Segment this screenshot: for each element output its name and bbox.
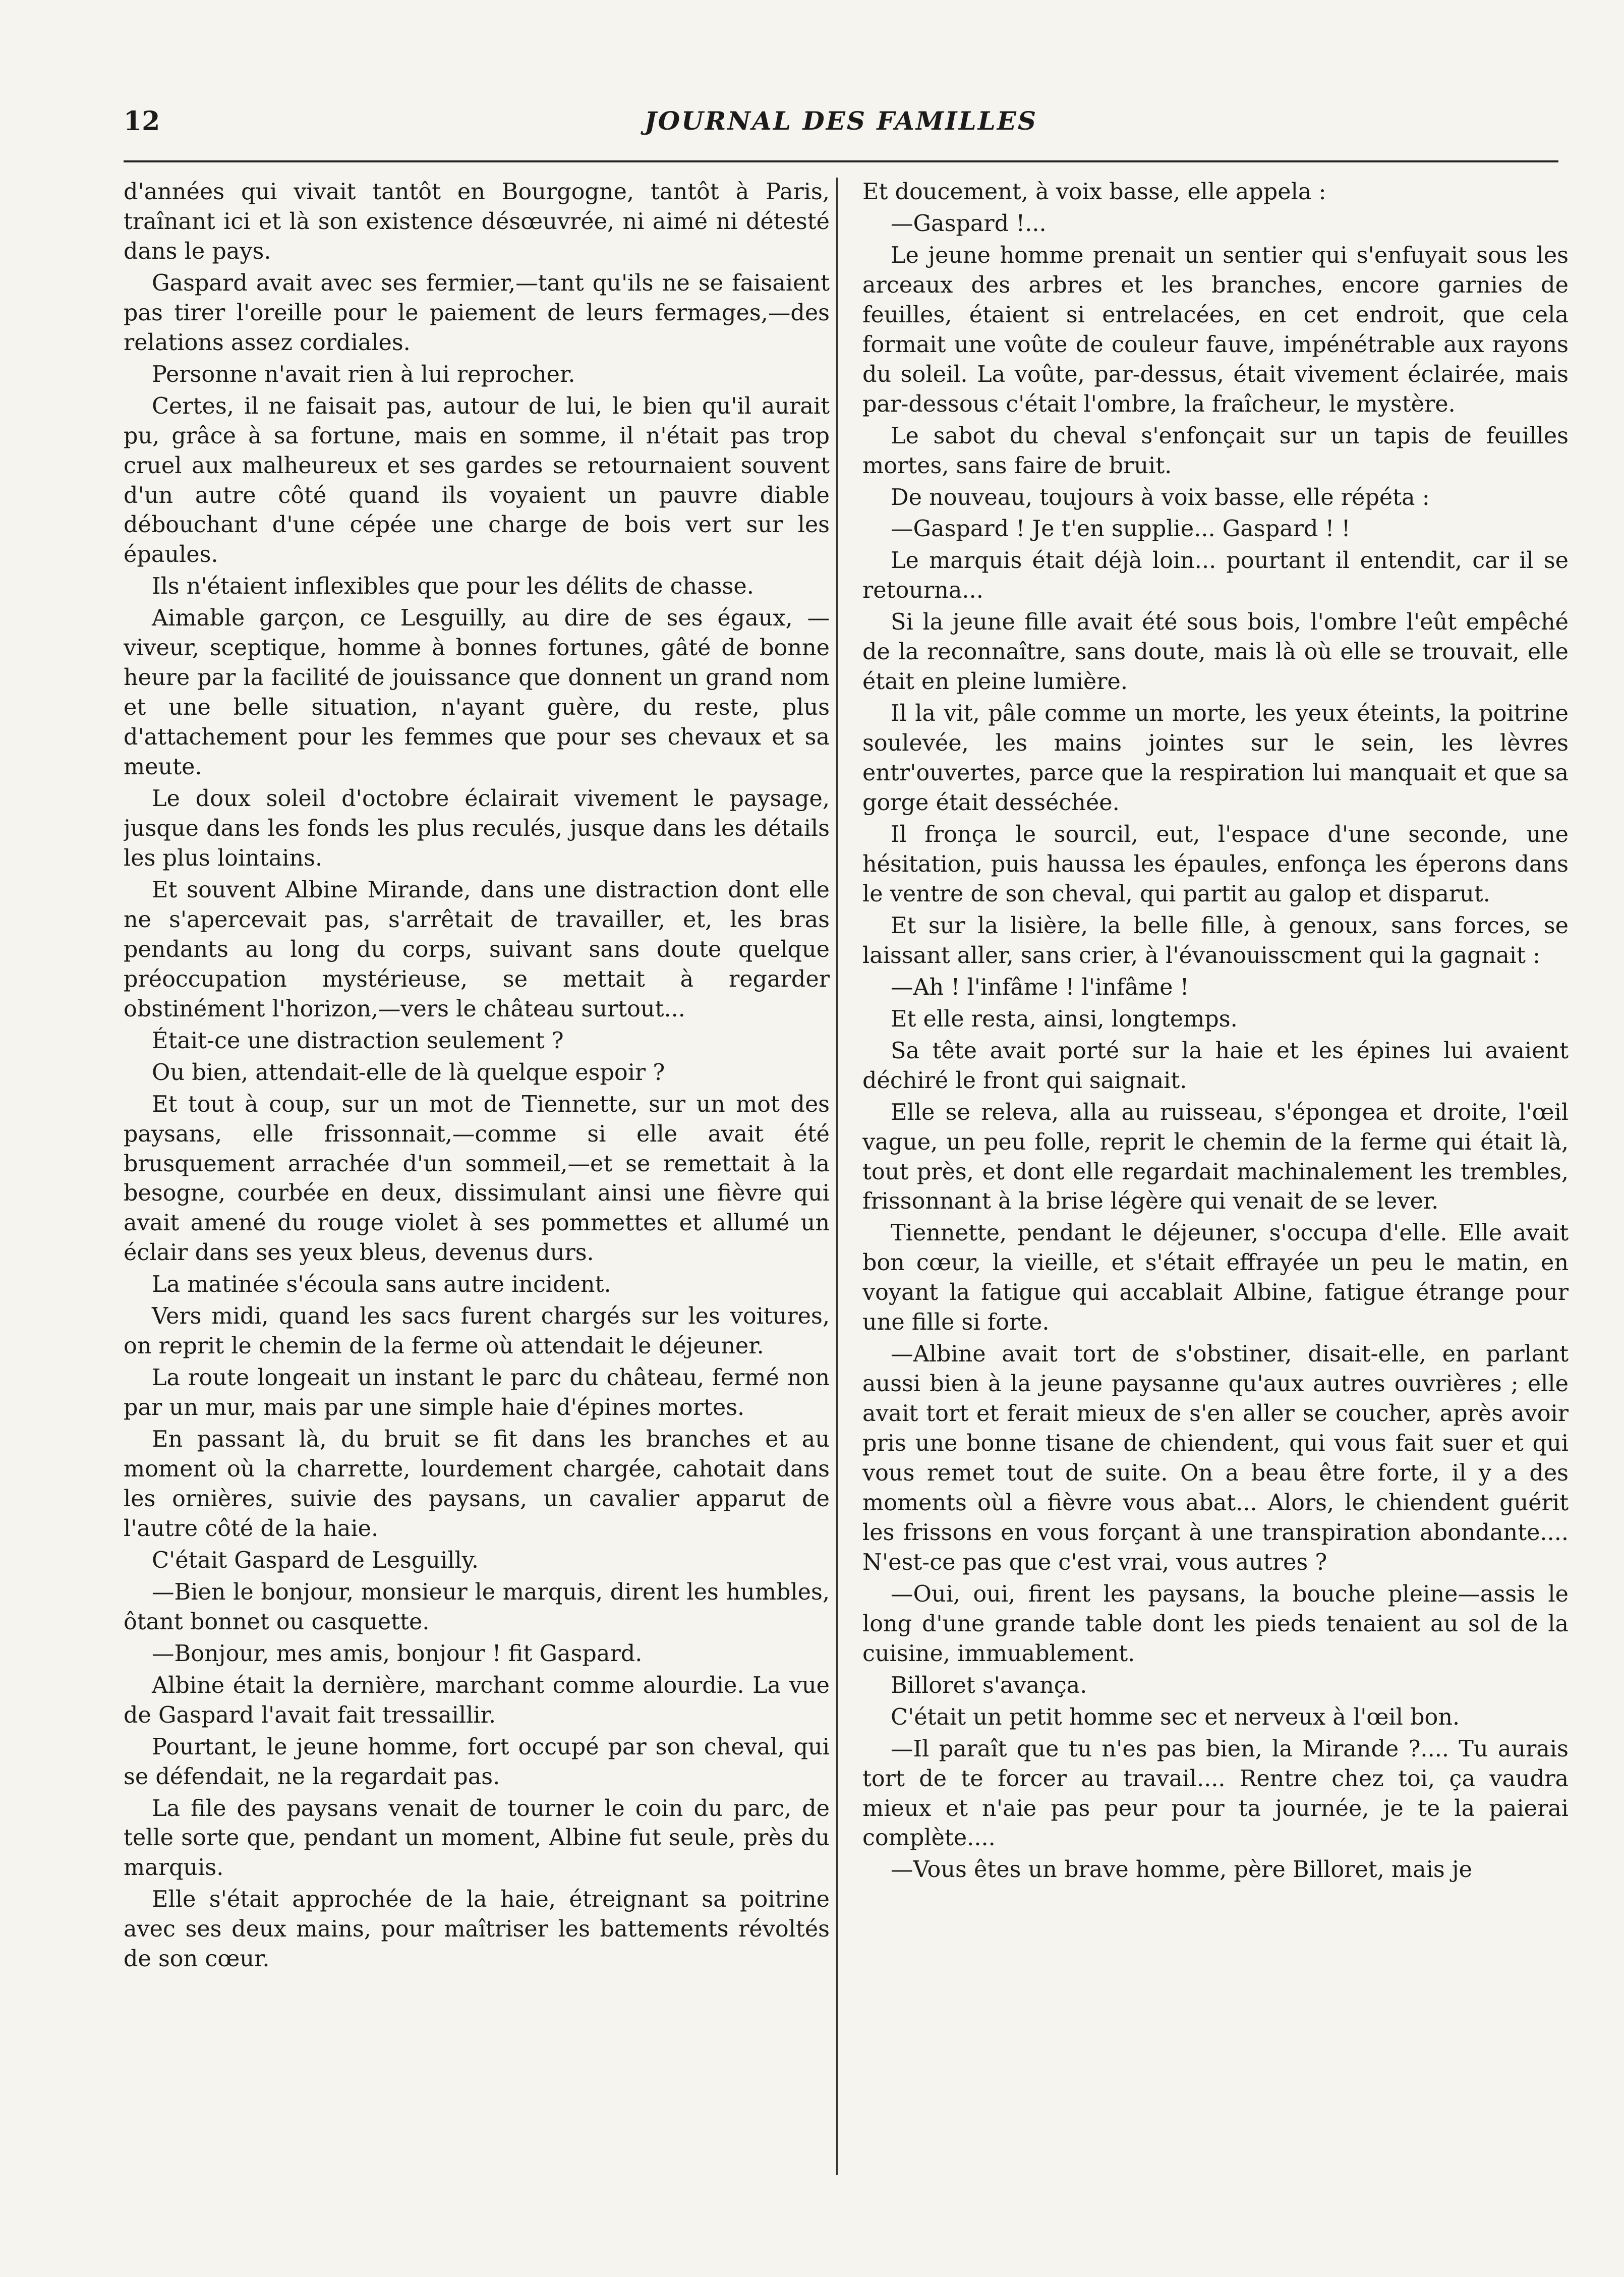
paragraph: d'années qui vivait tantôt en Bourgogne, tantôt à Paris, traînant ici et là son existence désœuvrée, ni aimé ni détesté dans le pays. xyxy=(124,179,830,264)
paragraph: La matinée s'écoula sans autre incident. xyxy=(152,1272,611,1298)
paragraph: —Bien le bonjour, monsieur le marquis, dirent les humbles, ôtant bonnet ou casquette. xyxy=(124,1579,830,1635)
header-rule xyxy=(124,160,1558,162)
paragraph: —Ah ! l'infâme ! l'infâme ! xyxy=(891,974,1189,1000)
paragraph: C'était Gaspard de Lesguilly. xyxy=(152,1547,479,1573)
paragraph: Il fronça le sourcil, eut, l'espace d'une seconde, une hésitation, puis haussa les épaules, enfonça les éperons dans le ventre de son cheval, qui partit au galop et disparut. xyxy=(862,822,1569,907)
paragraph: —Bonjour, mes amis, bonjour ! fit Gaspard. xyxy=(152,1640,643,1667)
paragraph: Et souvent Albine Mirande, dans une distraction dont elle ne s'apercevait pas, s'arrêtait de travailler, et, les bras pendants au long du corps, suivant sans doute quelque préoccupation mystérieuse, se mettait à regarder obstinément l'horizon,—vers le château surtout... xyxy=(124,877,830,1022)
paragraph: Le marquis était déjà loin... pourtant il entendit, car il se retourna... xyxy=(862,548,1569,604)
paragraph: De nouveau, toujours à voix basse, elle répéta : xyxy=(891,484,1430,510)
paragraph: La route longeait un instant le parc du château, fermé non par un mur, mais par une simple haie d'épines mortes. xyxy=(124,1365,830,1421)
paragraph: Albine était la dernière, marchant comme alourdie. La vue de Gaspard l'avait fait tressaillir. xyxy=(124,1672,830,1728)
paragraph: Le jeune homme prenait un sentier qui s'enfuyait sous les arceaux des arbres et les branches, encore garnies de feuilles, étaient si entrelacées, en cet endroit, que cela formait une voûte de couleur fauve, impénétrable aux rayons du soleil. La voûte, par-dessus, était vivement éclairée, mais par-dessous c'était l'ombre, la fraîcheur, le mystère. xyxy=(862,242,1569,417)
paragraph: Elle se releva, alla au ruisseau, s'épongea et droite, l'œil vague, un peu folle, reprit le chemin de la ferme qui était là, tout près, et dont elle regardait machinalement les trembles, frissonnant à la brise légère qui venait de se lever. xyxy=(862,1099,1569,1215)
paragraph: Si la jeune fille avait été sous bois, l'ombre l'eût empêché de la reconnaître, sans doute, mais là où elle se trouvait, elle était en pleine lumière. xyxy=(862,609,1569,695)
paragraph: Ou bien, attendait-elle de là quelque espoir ? xyxy=(152,1059,665,1086)
paragraph: Personne n'avait rien à lui reprocher. xyxy=(152,361,575,387)
paragraph: Vers midi, quand les sacs furent chargés sur les voitures, on reprit le chemin de la ferme où attendait le déjeuner. xyxy=(124,1303,830,1359)
paragraph: —Oui, oui, firent les paysans, la bouche pleine—assis le long d'une grande table dont les pieds tenaient au sol de la cuisine, immuablement. xyxy=(862,1581,1569,1667)
paragraph: Sa tête avait porté sur la haie et les épines lui avaient déchiré le front qui saignait. xyxy=(862,1038,1569,1094)
paragraph: La file des paysans venait de tourner le coin du parc, de telle sorte que, pendant un moment, Albine fut seule, près du marquis. xyxy=(124,1795,830,1881)
paragraph: Était-ce une distraction seulement ? xyxy=(152,1028,564,1054)
paragraph: —Vous êtes un brave homme, père Billoret, mais je xyxy=(891,1857,1472,1883)
page-header xyxy=(124,106,1558,151)
journal-title: JOURNAL DES FAMILLES xyxy=(644,106,1038,136)
paragraph: Ils n'étaient inflexibles que pour les délits de chasse. xyxy=(152,574,754,600)
paragraph: C'était un petit homme sec et nerveux à l'œil bon. xyxy=(891,1704,1460,1730)
paragraph: —Gaspard !... xyxy=(891,210,1047,237)
paragraph: Le doux soleil d'octobre éclairait vivement le paysage, jusque dans les fonds les plus reculés, jusque dans les détails les plus lointains. xyxy=(124,786,830,871)
paragraph: Tiennette, pendant le déjeuner, s'occupa d'elle. Elle avait bon cœur, la vieille, et s'était effrayée un peu le matin, en voyant la fatigue qui accablait Albine, fatigue étrange pour une fille si forte. xyxy=(862,1220,1569,1336)
column-divider xyxy=(836,178,838,2175)
paragraph: Billoret s'avança. xyxy=(891,1672,1087,1698)
paragraph: Et sur la lisière, la belle fille, à genoux, sans forces, se laissant aller, sans crier, à l'évanouisscment qui la gagnait : xyxy=(862,913,1569,969)
left-text-column xyxy=(124,178,830,2175)
paragraph: Le sabot du cheval s'enfonçait sur un tapis de feuilles mortes, sans faire de bruit. xyxy=(862,423,1569,479)
paragraph: Elle s'était approchée de la haie, étreignant sa poitrine avec ses deux mains, pour maîtriser les battements révoltés de son cœur. xyxy=(124,1887,830,1972)
paragraph: —Gaspard ! Je t'en supplie... Gaspard ! ! xyxy=(891,516,1351,542)
paragraph: —Il paraît que tu n'es pas bien, la Mirande ?.... Tu aurais tort de te forcer au travail.... Rentre chez toi, ça vaudra mieux et n'aie pas peur pour ta journée, je te la paierai complète.... xyxy=(862,1736,1569,1851)
right-text-column xyxy=(862,178,1569,2175)
paragraph: Gaspard avait avec ses fermier,—tant qu'ils ne se faisaient pas tirer l'oreille pour le paiement de leurs fermages,—des relations assez cordiales. xyxy=(124,270,830,356)
paragraph: Aimable garçon, ce Lesguilly, au dire de ses égaux, —viveur, sceptique, homme à bonnes fortunes, gâté de bonne heure par la facilité de jouissance que donnent un grand nom et une belle situation, n'ayant guère, du reste, plus d'attachement pour les femmes que pour ses chevaux et sa meute. xyxy=(124,605,830,780)
paragraph: Pourtant, le jeune homme, fort occupé par son cheval, qui se défendait, ne la regardait pas. xyxy=(124,1734,830,1790)
paragraph: Et elle resta, ainsi, longtemps. xyxy=(891,1006,1238,1032)
paragraph: Et doucement, à voix basse, elle appela : xyxy=(862,179,1326,205)
paragraph: Il la vit, pâle comme un morte, les yeux éteints, la poitrine soulevée, les mains jointes sur le sein, les lèvres entr'ouvertes, parce que la respiration lui manquait et que sa gorge était desséchée. xyxy=(862,701,1569,816)
paragraph: Certes, il ne faisait pas, autour de lui, le bien qu'il aurait pu, grâce à sa fortune, mais en somme, il n'était pas trop cruel aux malheureux et ses gardes se retournaient souvent d'un autre côté quand ils voyaient un pauvre diable débouchant d'une cépée une charge de bois vert sur les épaules. xyxy=(124,393,830,568)
paragraph: —Albine avait tort de s'obstiner, disait-elle, en parlant aussi bien à la jeune paysanne qu'aux autres ouvrières ; elle avait tort et ferait mieux de s'en aller se coucher, après avoir pris une bonne tisane de chiendent, qui vous fait suer et qui vous remet tout de suite. On a beau être forte, il y a des moments oùl a fièvre vous abat... Alors, le chiendent guérit les frissons en vous forçant à une transpiration abondante.... N'est-ce pas que c'est vrai, vous autres ? xyxy=(862,1341,1569,1575)
page-number: 12 xyxy=(124,106,160,137)
paragraph: En passant là, du bruit se fit dans les branches et au moment où la charrette, lourdement chargée, cahotait dans les ornières, suivie des paysans, un cavalier apparut de l'autre côté de la haie. xyxy=(124,1427,830,1542)
paragraph: Et tout à coup, sur un mot de Tiennette, sur un mot des paysans, elle frissonnait,—comme si elle avait été brusquement arrachée d'un sommeil,—et se remettait à la besogne, courbée en deux, dissimulant ainsi une fièvre qui avait amené du rouge violet à ses pommettes et allumé un éclair dans ses yeux bleus, devenus durs. xyxy=(124,1091,830,1266)
